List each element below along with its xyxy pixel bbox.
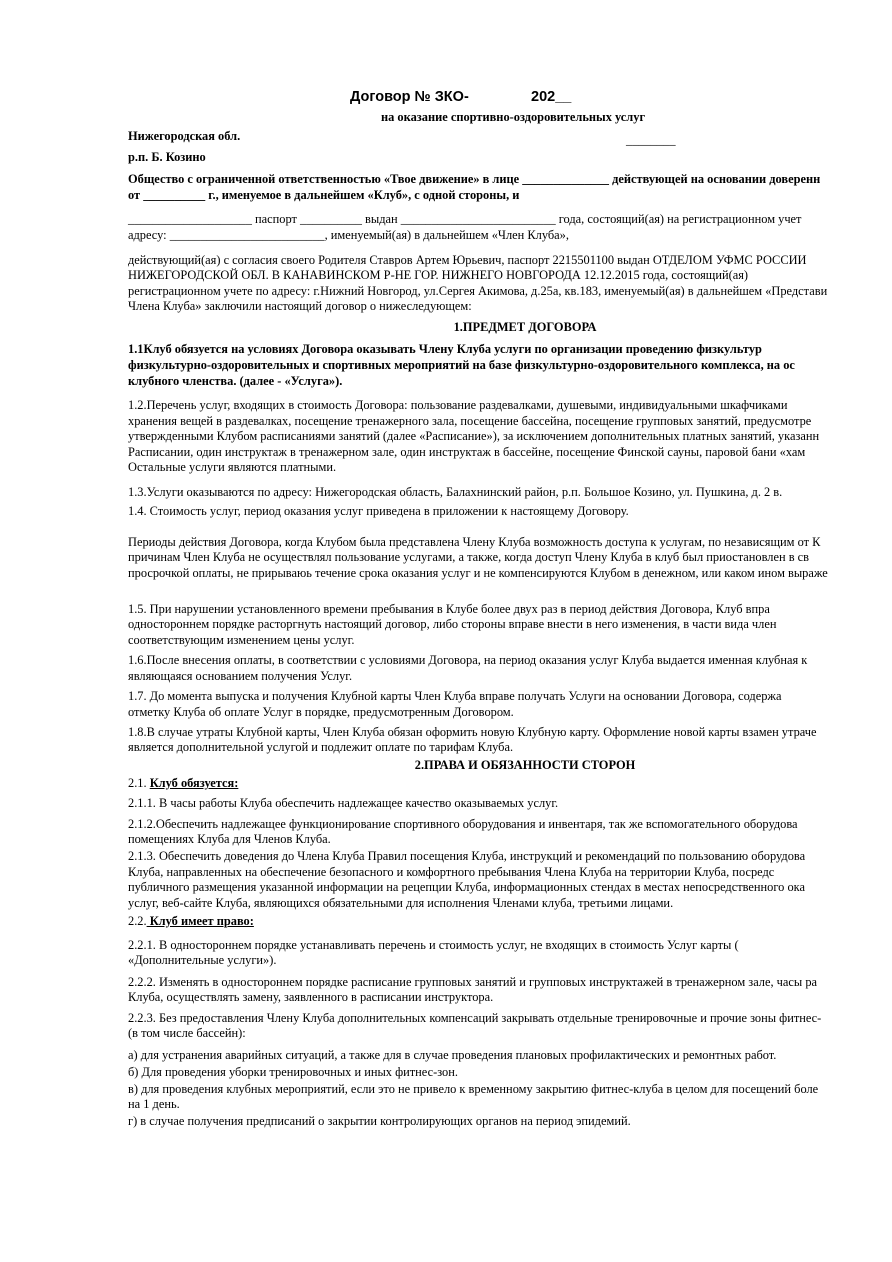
clause-1-4: 1.4. Стоимость услуг, период оказания услуг приведена в приложении к настоящему Договору.: [128, 504, 629, 518]
item-c-line-2: на 1 день.: [128, 1097, 180, 1111]
clause-2-2-1-line-1: 2.2.1. В одностороннем порядке устанавливать перечень и стоимость услуг, не входящих в стоимость Услуг карты (: [128, 938, 739, 952]
clause-1-6-line-1: 1.6.После внесения оплаты, в соответствии с условиями Договора, на период оказания услуг Клуба выдается именная клубная к: [128, 653, 808, 667]
clause-1-7-line-1: 1.7. До момента выпуска и получения Клубной карты Член Клуба вправе получать Услуги на основании Договора, содержа: [128, 689, 782, 703]
item-c-line-1: в) для проведения клубных мероприятий, если это не привело к временному закрытию фитнес-клуба в целом для посещений боле: [128, 1082, 819, 1096]
parent-line-3: регистрационном учете по адресу: г.Нижний Новгород, ул.Сергея Акимова, д.25а, кв.183, именуемый(ая) в дальнейшем «Представи: [128, 284, 828, 298]
contract-title: [350, 89, 572, 105]
clause-1-1-line-3: клубного членства. (далее - «Услуга»).: [128, 374, 343, 388]
clause-1-2-line-4: Расписании, один инструктаж в тренажерном зале, один инструктаж в бассейне, посещение Финской сауны, паровой бани «хам: [128, 445, 806, 459]
contract-title-text: Договор № ЗКО-: [350, 89, 469, 105]
parent-line-2: НИЖЕГОРОДСКОЙ ОБЛ. В КАНАВИНСКОМ Р-НЕ ГОР. НИЖНЕГО НОВГОРОДА 12.12.2015 года, состоящий(ая): [128, 268, 749, 282]
clause-2-2-number: 2.2.: [128, 914, 147, 928]
clause-1-3: 1.3.Услуги оказываются по адресу: Нижегородская область, Балахнинский район, р.п. Большое Козино, ул. Пушкина, д. 2 в.: [128, 485, 783, 499]
section-2-heading: 2.ПРАВА И ОБЯЗАННОСТИ СТОРОН: [414, 758, 636, 772]
clause-2-2-3-line-1: 2.2.3. Без предоставления Члену Клуба дополнительных компенсаций закрывать отдельные тренировочные и прочие зоны фитнес-: [128, 1011, 822, 1025]
club-party-line-1: Общество с ограниченной ответственностью «Твое движение» в лице ______________ действующей на основании доверенн: [128, 172, 821, 186]
clause-2-1-heading: [128, 776, 238, 791]
clause-2-1-number: 2.1.: [128, 776, 150, 790]
clause-2-1-2-line-2: помещениях Клуба для Членов Клуба.: [128, 832, 331, 846]
clause-2-1-3-line-1: 2.1.3. Обеспечить доведения до Члена Клуба Правил посещения Клуба, инструкций и рекомендаций по пользованию оборудова: [128, 849, 806, 863]
item-d: г) в случае получения предписаний о закрытии контролирующих органов на период эпидемий.: [128, 1114, 631, 1128]
clause-1-5-line-2: одностороннем порядке расторгнуть настоящий договор, либо стороны вправе внести в него изменения, в части вида член: [128, 617, 777, 631]
clause-2-2-3-line-2: (в том числе бассейн):: [128, 1026, 246, 1040]
date-blank: ________: [626, 133, 676, 147]
clause-2-2-1-line-2: «Дополнительные услуги»).: [128, 953, 277, 967]
clause-2-2-heading: [128, 914, 254, 929]
contract-year: 202__: [531, 89, 572, 105]
clause-2-1-2-line-1: 2.1.2.Обеспечить надлежащее функционирование спортивного оборудования и инвентаря, так же вспомогательного оборудова: [128, 817, 798, 831]
item-a: а) для устранения аварийных ситуаций, а также для в случае проведения плановых профилактических и ремонтных работ.: [128, 1048, 777, 1062]
contract-subtitle: на оказание спортивно-оздоровительных услуг: [381, 110, 646, 124]
clause-2-2-2-line-2: Клуба, осуществлять замену, заявленного в расписании инструктора.: [128, 990, 494, 1004]
periods-line-3: просрочкой оплаты, не прирываюь течение срока оказания услуг и не компенсируются Клубом в денежном, или каком ином выраже: [128, 566, 828, 580]
clause-2-1-3-line-2: Клуба, направленных на обеспечение безопасного и комфортного пребывания Члена Клуба на территории Клуба, посредс: [128, 865, 775, 879]
town-line: р.п. Б. Козино: [128, 150, 206, 164]
member-line-2: адресу: _________________________, именуемый(ая) в дальнейшем «Член Клуба»,: [128, 228, 569, 242]
section-1-heading: 1.ПРЕДМЕТ ДОГОВОРА: [453, 320, 597, 334]
clause-1-8-line-1: 1.8.В случае утраты Клубной карты, Член Клуба обязан оформить новую Клубную карту. Оформление новой карты взамен утраче: [128, 725, 817, 739]
clause-1-1-line-2: физкультурно-оздоровительных и спортивных мероприятий на базе физкультурно-оздоровительного комплекса, на ос: [128, 358, 795, 372]
member-line-1: ____________________ паспорт __________ выдан _________________________ года, состоящий(ая) на регистрационном учет: [128, 212, 802, 226]
clause-1-2-line-3: утвержденными Клубом расписаниями занятий (далее «Расписание»), за исключением дополнительных платных занятий, указанн: [128, 429, 820, 443]
clause-1-6-line-2: являющаяся основанием получения Услуг.: [128, 669, 353, 683]
clause-1-2-line-5: Остальные услуги являются платными.: [128, 460, 337, 474]
clause-2-1-1: 2.1.1. В часы работы Клуба обеспечить надлежащее качество оказываемых услуг.: [128, 796, 559, 810]
region-line: Нижегородская обл.: [128, 129, 241, 143]
clause-2-1-3-line-4: услуг, веб-сайте Клуба, являющихся обязательными для исполнения Членами клуба, третьими лицами.: [128, 896, 674, 910]
clause-2-2-label: Клуб имеет право:: [146, 914, 254, 928]
clause-1-7-line-2: отметку Клуба об оплате Услуг в порядке, предусмотренным Договором.: [128, 705, 514, 719]
clause-2-1-3-line-3: публичного размещения указанной информации на рецепции Клуба, информационных стендах в местах непосредственного ока: [128, 880, 805, 894]
clause-1-5-line-3: соответствующим изменением цены услуг.: [128, 633, 355, 647]
clause-2-2-2-line-1: 2.2.2. Изменять в одностороннем порядке расписание групповых занятий и групповых инструктажей в тренажерном зале, часы ра: [128, 975, 818, 989]
clause-1-2-line-1: 1.2.Перечень услуг, входящих в стоимость Договора: пользование раздевалками, душевыми, индивидуальными шкафчиками: [128, 398, 788, 412]
clause-1-5-line-1: 1.5. При нарушении установленного времени пребывания в Клубе более двух раз в период действия Договора, Клуб впра: [128, 602, 770, 616]
periods-line-1: Периоды действия Договора, когда Клубом была представлена Члену Клуба возможность доступа к услугам, по независящим от К: [128, 535, 821, 549]
clause-2-1-label: Клуб обязуется:: [149, 776, 239, 790]
periods-line-2: причинам Член Клуба не осуществлял пользование услугами, а также, когда доступ Члену Клуба в клуб был приостановлен в св: [128, 550, 809, 564]
item-b: б) Для проведения уборки тренировочных и иных фитнес-зон.: [128, 1065, 458, 1079]
club-party-line-2: от __________ г., именуемое в дальнейшем «Клуб», с одной стороны, и: [128, 188, 520, 202]
clause-1-8-line-2: является дополнительной услугой и подлежит оплате по тарифам Клуба.: [128, 740, 514, 754]
clause-1-1-line-1: 1.1Клуб обязуется на условиях Договора оказывать Члену Клуба услуги по организации проведению физкультур: [128, 342, 762, 356]
clause-1-2-line-2: хранения вещей в раздевалках, посещение тренажерного зала, посещение бассейна, посещение групповых занятий, предусмотре: [128, 414, 812, 428]
parent-line-1: действующий(ая) с согласия своего Родителя Ставров Артем Юрьевич, паспорт 2215501100 выдан ОТДЕЛОМ УФМС РОССИИ: [128, 253, 807, 267]
parent-line-4: Члена Клуба» заключили настоящий договор о нижеследующем:: [128, 299, 472, 313]
